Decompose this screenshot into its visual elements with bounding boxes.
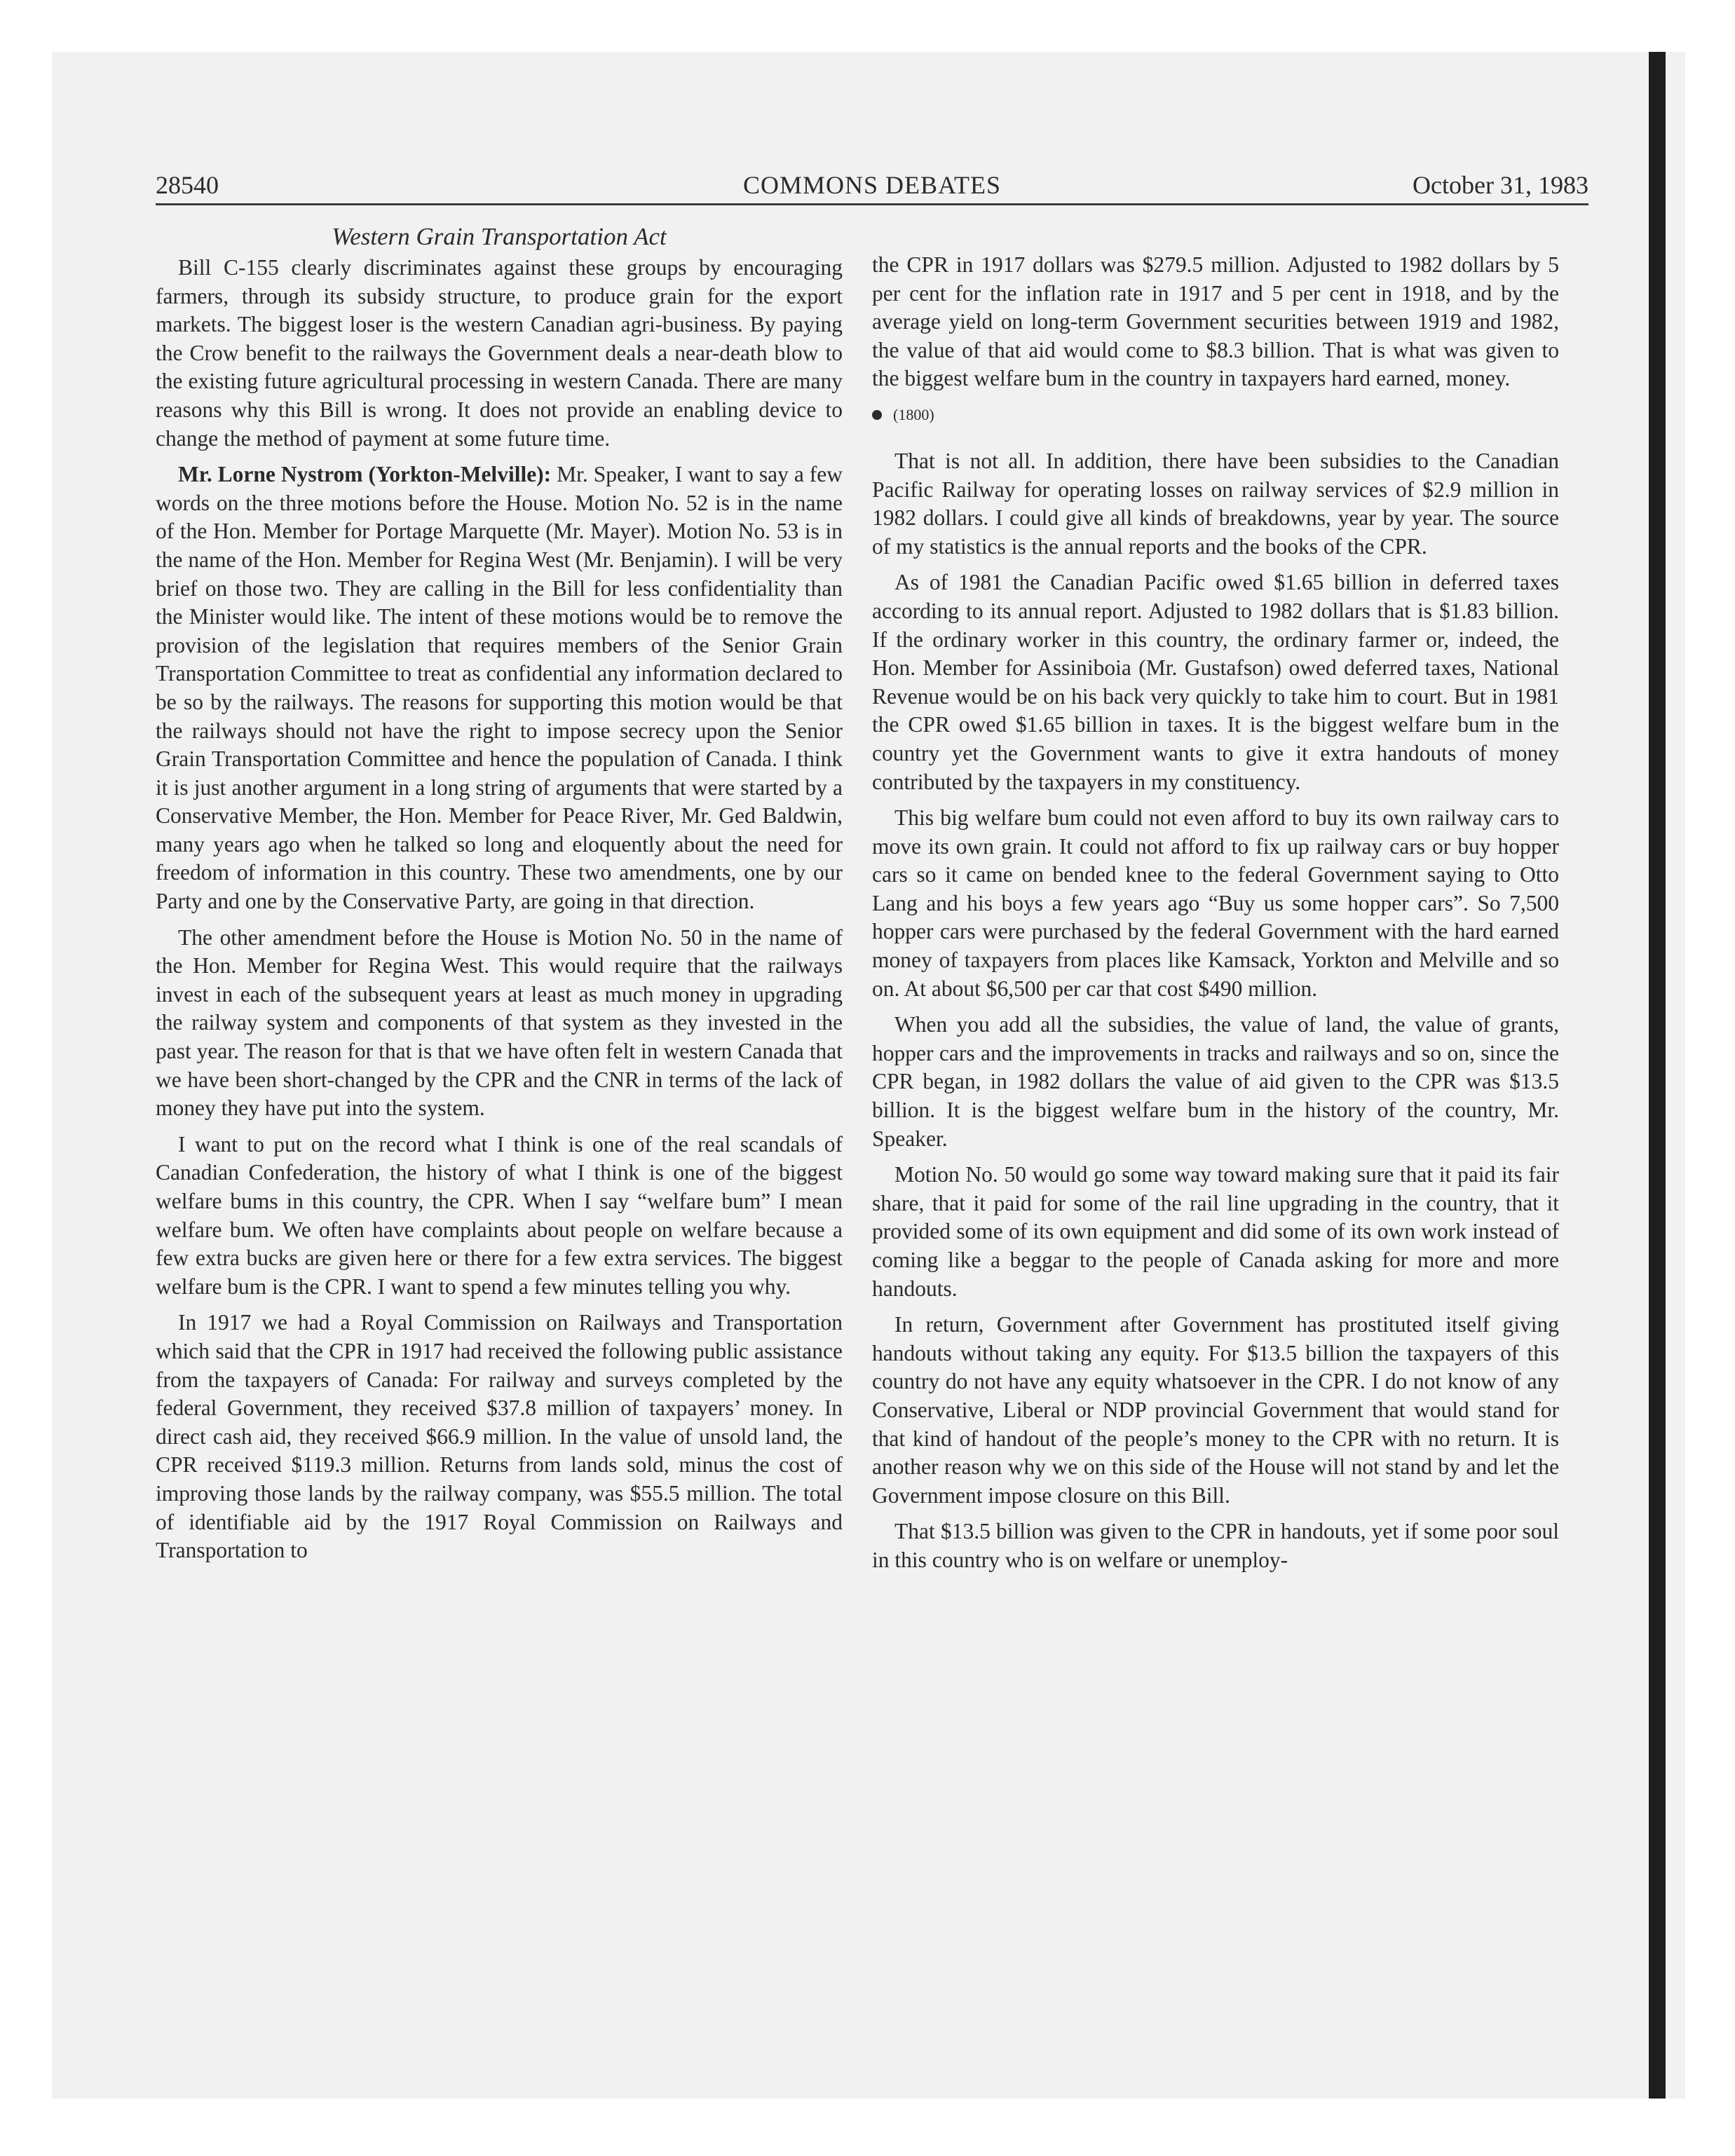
- paragraph: I want to put on the record what I think is one of the real scandals of Canadian Confederation, the history of what I think is one of the biggest welfare bums in this country, the CPR. When I say “welfare bum” I mean welfare bum. We often have complaints about people on welfare because a few extra bucks are given here or there for a few extra services. The biggest welfare bum is the CPR. I want to spend a few minutes telling you why.: [156, 1131, 843, 1299]
- left-column: [156, 254, 843, 1573]
- paragraph: Bill C-155 clearly discriminates against these groups by encouraging farmers, through its subsidy structure, to produce grain for the export markets. The biggest loser is the western Canadian agri-business. By paying the Crow benefit to the railways the Government deals a near-death blow to the existing future agricultural processing in western Canada. There are many reasons why this Bill is wrong. It does not provide an enabling device to change the method of payment at some future time.: [156, 255, 843, 451]
- time-marker-label: (1800): [893, 405, 934, 423]
- speaker-paragraph: [156, 460, 843, 916]
- paragraph: That is not all. In addition, there have been subsidies to the Canadian Pacific Railway for operating losses on railway services of $2.9 million in 1982 dollars. I could give all kinds of breakdowns, year by year. The source of my statistics is the annual reports and the books of the CPR.: [872, 448, 1559, 559]
- speech-text: Mr. Speaker, I want to say a few words on the three motions before the House. Motion No. 52 is in the name of the Hon. Member for Portage Marquette (Mr. Mayer). Motion No. 53 is in the name of the Hon. Member for Regina West (Mr. Benjamin). I will be very brief on those two. They are calling in the Bill for less confidentiality than the Minister would like. The intent of these motions would be to remove the provision of the legislation that requires members of the Senior Grain Transportation Committee to treat as confidential any information declared to be so by the railways. The reasons for supporting this motion would be that the railways should not have the right to impose secrecy upon the Senior Grain Transportation Committee and hence the population of Canada. I think it is just another argument in a long string of arguments that were started by a Conservative Member, the Hon. Member for Peace River, Mr. Ged Baldwin, many years ago when he talked so long and eloquently about the need for freedom of information in this country. These two amendments, one by our Party and one by the Conservative Party, are going in that direction.: [156, 462, 843, 914]
- time-marker: [872, 401, 1559, 429]
- scan-edge-bar: [1649, 52, 1666, 2099]
- section-subhead: Western Grain Transportation Act: [332, 223, 667, 250]
- paragraph: When you add all the subsidies, the value of land, the value of grants, hopper cars and the improvements in tracks and railways and so on, since the CPR began, in 1982 dollars the value of aid given to the CPR was $13.5 billion. It is the biggest welfare bum in the history of the country, Mr. Speaker.: [872, 1012, 1559, 1151]
- paragraph: In 1917 we had a Royal Commission on Railways and Transportation which said that the CPR in 1917 had received the following public assistance from the taxpayers of Canada: For railway and surveys completed by the federal Government, they received $37.8 million of taxpayers’ money. In direct cash aid, they received $66.9 million. In the value of unsold land, the CPR received $119.3 million. Returns from lands sold, minus the cost of improving those lands by the railway company, was $55.5 million. The total of identifiable aid by the 1917 Royal Commission on Railways and Transportation to: [156, 1310, 843, 1563]
- paragraph: That $13.5 billion was given to the CPR in handouts, yet if some poor soul in this country who is on welfare or unemploy-: [872, 1519, 1559, 1572]
- right-column: [872, 251, 1559, 1583]
- publication-date: October 31, 1983: [1413, 171, 1588, 199]
- paragraph: Motion No. 50 would go some way toward making sure that it paid its fair share, that it paid for some of the rail line upgrading in the country, that it provided some of its own equipment and did some of its own work instead of coming like a beggar to the people of Canada asking for more and more handouts.: [872, 1162, 1559, 1301]
- page-number: 28540: [156, 171, 219, 199]
- page-header: [156, 167, 1588, 205]
- paragraph: the CPR in 1917 dollars was $279.5 million. Adjusted to 1982 dollars by 5 per cent for the inflation rate in 1917 and 5 per cent in 1918, and by the average yield on long-term Government securities between 1919 and 1982, the value of that aid would come to $8.3 billion. That is what was given to the biggest welfare bum in the country in taxpayers hard earned, money.: [872, 252, 1559, 391]
- publication-title: COMMONS DEBATES: [742, 171, 1002, 199]
- paragraph: As of 1981 the Canadian Pacific owed $1.65 billion in deferred taxes according to its annual report. Adjusted to 1982 dollars that is $1.83 billion. If the ordinary worker in this country, the ordinary farmer or, indeed, the Hon. Member for Assiniboia (Mr. Gustafson) owed deferred taxes, National Revenue would be on his back very quickly to take him to court. But in 1981 the CPR owed $1.65 billion in taxes. It is the biggest welfare bum in the country yet the Government wants to give it extra handouts of money contributed by the taxpayers in my constituency.: [872, 570, 1559, 794]
- paragraph: The other amendment before the House is Motion No. 50 in the name of the Hon. Member for Regina West. This would require that the railways invest in each of the subsequent years at least as much money in upgrading the railway system and components of that system as they invested in the past year. The reason for that is that we have often felt in western Canada that we have been short-changed by the CPR and the CNR in terms of the lack of money they have put into the system.: [156, 925, 843, 1121]
- speaker-name: Mr. Lorne Nystrom (Yorkton-Melville):: [178, 462, 552, 487]
- paragraph: This big welfare bum could not even afford to buy its own railway cars to move its own grain. It could not afford to fix up railway cars or buy hopper cars so it came on bended knee to the federal Government saying to Otto Lang and his boys a few years ago “Buy us some hopper cars”. So 7,500 hopper cars were purchased by the federal Government with the hard earned money of taxpayers from places like Kamsack, Yorkton and Melville and so on. At about $6,500 per car that cost $490 million.: [872, 805, 1559, 1001]
- paragraph: In return, Government after Government has prostituted itself giving handouts without taking any equity. For $13.5 billion the taxpayers of this country do not have any equity whatsoever in the CPR. I do not know of any Conservative, Liberal or NDP provincial Government that would stand for that kind of handout of the people’s money to the CPR with no return. It is another reason why we on this side of the House will not stand by and let the Government impose closure on this Bill.: [872, 1312, 1559, 1508]
- bullet-icon: [872, 410, 882, 420]
